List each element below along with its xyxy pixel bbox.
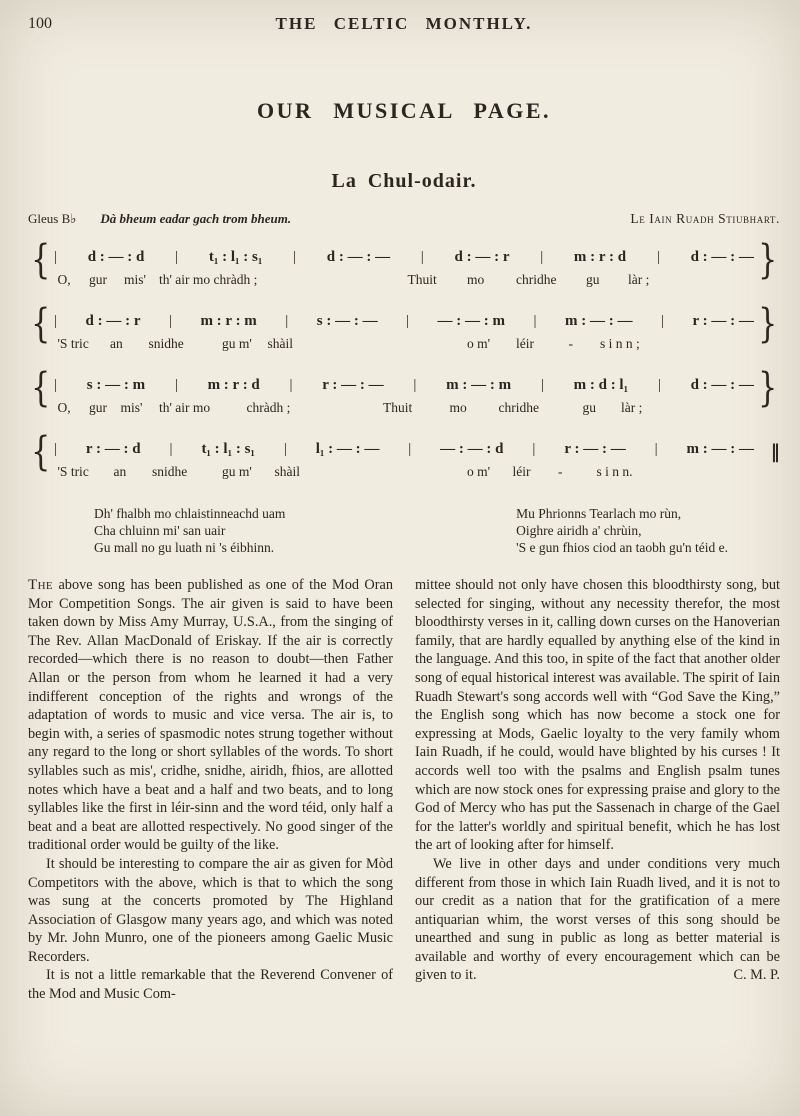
lyric-syllable: léir [516,336,534,351]
solfa-measure: d : — : r [454,249,510,265]
article-paragraph: mittee should not only have chosen this bloodthirsty song, but selected for singing, without any necessity therefor, the most bloodthirsty verses in it, calling down curses on the Hanoverian family, that are hardly equalled by anything else of the kind in the language. And this too, in spite of the fact that another older song of equal historical interest was available. The spirit of Iain Ruadh Stewart's song accords well with “God Save the King,” the English song which has now become a stock one for expressing at Mods, Gaelic loyalty to the very family whom Iain Ruadh, if he could, would have blighted by his curses ! It accords well too with the psalms and English psalm tunes which are now stock ones for expressing praise and glory to the God of Mercy who has put the Sassenach in charge of the Gael for the latter's worldly and spiritual benefit, which he has lost the art of looking after for himself. [415,577,780,854]
solfa-stave [28,365,780,418]
lyric-syllable: Thuit [407,272,437,287]
solfa-measure: m : r : m [200,313,257,329]
lyric-syllable: chràdh ; [246,400,291,415]
solfa-measure: — : — : m [437,313,506,329]
solfa-notation-block [28,237,780,482]
open-brace: { [31,365,51,411]
lyric-syllable: làr ; [628,272,650,287]
lead-word: The [28,577,54,593]
close-brace: } [757,301,777,347]
solfa-measure: m : — : — [565,313,633,329]
lyric-syllable: an [110,336,123,351]
close-brace: } [757,365,777,411]
lyric-syllable: th' air mo [159,400,211,415]
solfa-measure: m : — : m [446,377,512,393]
solfa-measure: t₁ : l₁ : s₁ [208,249,263,265]
article-paragraph: We live in other days and under conditions very much different from those in which Iain Ruadh lived, and it is not to our credit as a nation that for the gratification of a mere antiquarian whim, the worst verses of this song should be unearthed and sung in public as long as better material is available and worthy of every encouragement which can be given to it. C. M. P. [415,855,780,984]
verse-line: Dh' fhalbh mo chlaistinneachd uam [94,506,286,521]
barline: | [406,313,410,329]
key-line [28,211,780,227]
lyric-syllable: Thuit [383,400,413,415]
solfa-measure: r : — : — [564,441,626,457]
article-paragraph: It is not a little remarkable that the Reverend Convener of the Mod and Music Com- [28,967,393,1003]
article-paragraph: It should be interesting to compare the air as given for Mòd Competitors with the above, which is that to which the song was sung at the concerts promoted by The Highland Association of Glasgow many years ago, and which was noted by Mr. John Munro, one of the pioneers among Gaelic Music Recorders. [28,855,393,965]
gaelic-verse-block [28,505,780,556]
verse-line: Gu mall no gu luath ni 's éibhinn. [94,540,275,555]
lyric-syllable: chridhe [498,400,539,415]
solfa-measure: t₁ : l₁ : s₁ [201,441,255,457]
lyric-syllable: O, [57,400,71,415]
masthead [28,12,780,42]
final-barline: ‖ [770,441,780,463]
solfa-measure: m : r : d [207,377,260,393]
lyrics-line [54,400,754,418]
lyrics-line [54,336,754,354]
lyric-syllable: s i n n ; [600,336,640,351]
lyric-syllable: chridhe [516,272,557,287]
lyric-syllable: an [113,464,127,479]
verse-line: Oighre airidh a' chrùin, [516,523,642,538]
lyric-syllable: - [558,464,563,479]
solfa-measure: d : — : — [326,249,391,265]
lyric-syllable: shàil [267,336,293,351]
lyric-syllable: shàil [274,464,300,479]
solfa-notation-line [54,313,754,335]
barline: | [168,313,172,329]
article-body [28,576,780,1004]
barline: | [175,249,179,265]
lyrics-line [54,272,754,290]
verse-line: 'S e gun fhios ciod an taobh gu'n téid e. [516,540,728,555]
solfa-measure: m : — : — [686,441,754,457]
barline: | [540,249,544,265]
lyric-syllable: gur [89,272,107,287]
tempo-direction: Dà bheum eadar gach trom bheum. [100,211,292,226]
barline: | [283,441,287,457]
lyric-syllable: snidhe [152,464,188,479]
solfa-measure: d : — : r [85,313,141,329]
barline: | [654,441,658,457]
verse-right [516,505,728,556]
solfa-measure: l₁ : — : — [315,441,380,457]
composer-credit: Le Iain Ruadh Stiubhart. [630,211,780,226]
journal-title: THE CELTIC MONTHLY. [275,14,533,33]
barline: | [54,441,58,457]
solfa-measure: m : d : l₁ [573,377,629,393]
solfa-notation-line [54,441,754,463]
lyric-syllable: gu m' [222,464,252,479]
lyric-syllable: O, [57,272,71,287]
lyric-syllable: o m' [467,464,491,479]
lyric-syllable: o m' [467,336,491,351]
verse-line: Mu Phrionns Tearlach mo rùn, [516,506,682,521]
barline: | [174,377,178,393]
solfa-measure: d : — : — [690,377,754,393]
barline: | [660,313,664,329]
page-number: 100 [28,15,52,32]
solfa-measure: r : — : d [85,441,141,457]
solfa-measure: d : — : d [87,249,145,265]
verse-left [94,505,285,556]
verse-line: Cha chluinn mi' san uair [94,523,226,538]
lyric-syllable: mo [449,400,467,415]
barline: | [289,377,293,393]
open-brace: { [31,237,51,283]
barline: | [420,249,424,265]
section-title: OUR MUSICAL PAGE. [256,98,552,123]
barline: | [54,249,58,265]
lyric-syllable: th' air mo chràdh ; [159,272,258,287]
barline: | [413,377,417,393]
lyric-syllable: - [568,336,573,351]
lyric-syllable: gu [582,400,596,415]
barline: | [293,249,297,265]
author-initials: C. M. P. [733,967,780,984]
solfa-notation-line [54,377,754,399]
barline: | [54,377,58,393]
solfa-measure: m : r : d [573,249,627,265]
barline: | [540,377,544,393]
barline: | [408,441,412,457]
lyric-syllable: làr ; [621,400,643,415]
article-column-right [415,576,780,1004]
lyric-syllable: mo [467,272,485,287]
key-signature-label: Gleus B♭ [28,211,77,226]
open-brace: { [31,301,51,347]
barline: | [532,441,536,457]
solfa-measure: s : — : — [316,313,378,329]
solfa-stave [28,429,780,482]
lyric-syllable: gu m' [222,336,252,351]
barline: | [657,377,661,393]
barline: | [285,313,289,329]
lyric-syllable: léir [512,464,531,479]
lyric-syllable: mis' [124,272,146,287]
barline: | [656,249,660,265]
barline: | [533,313,537,329]
close-brace: } [757,237,777,283]
lyric-syllable: gur [89,400,107,415]
lyric-syllable: s i n n. [596,464,633,479]
article-paragraph: The above song has been published as one of the Mod Oran Mor Competition Songs. The air given is said to have been taken down by Miss Amy Murray, U.S.A., from the singing of The Rev. Allan MacDonald of Eriskay. If the air is correctly recorded—which there is no reason to doubt—then Father Allan or the person from whom he learned it had a very indifferent conception of the rights and wrongs of the adaptation of words to music and vice versa. The air is, to begin with, a series of spasmodic notes strung together without any regard to the long or short syllables of the words. To short syllables such as mis', cridhe, snidhe, airidh, fhios, are allotted notes which have a beat and a half and two beats, and to long syllables like the first in léir-sinn and the word téid, only half a beat and a beat are allotted respectively. No good singer of the traditional order would be guilty of the like. [28,577,393,854]
lyric-syllable: 'S tric [57,464,89,479]
solfa-measure: — : — : d [440,441,504,457]
solfa-measure: d : — : — [690,249,754,265]
lyrics-line [54,464,754,482]
barline: | [54,313,58,329]
lyric-syllable: gu [586,272,600,287]
lyric-syllable: mis' [120,400,143,415]
solfa-measure: s : — : m [86,377,146,393]
solfa-stave [28,237,780,290]
song-title: La Chul-odair. [331,170,477,192]
lyric-syllable: 'S tric [57,336,89,351]
solfa-measure: r : — : — [692,313,754,329]
solfa-notation-line [54,249,754,271]
solfa-stave [28,301,780,354]
barline: | [169,441,173,457]
solfa-measure: r : — : — [322,377,384,393]
lyric-syllable: snidhe [148,336,184,351]
article-column-left [28,576,393,1004]
open-brace: { [31,429,51,475]
